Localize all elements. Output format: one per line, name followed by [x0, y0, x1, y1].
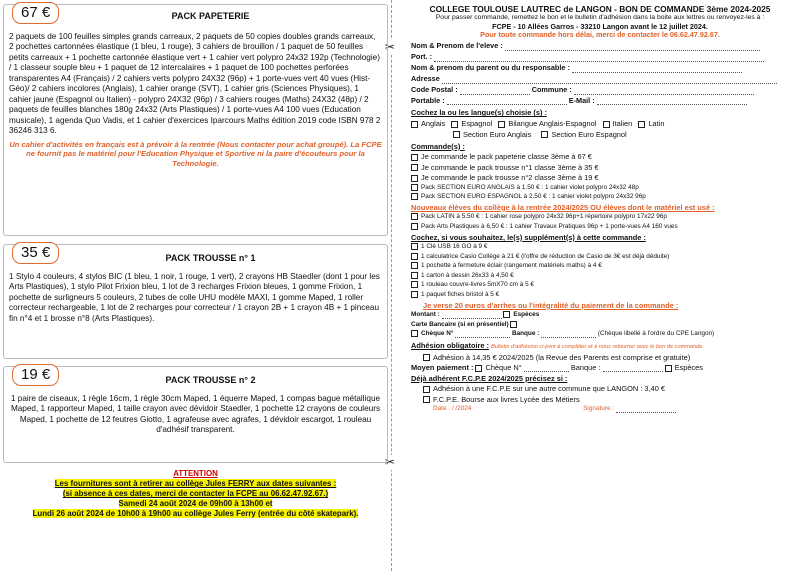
supplement-item: 1 pochette à fermeture éclair (rangement matériels maths) à 4 € — [421, 262, 602, 270]
nom-parent-label: Nom & prenom du parent ou du responsable : — [411, 62, 570, 72]
email-field[interactable] — [597, 104, 747, 105]
langues-title: Cochez la ou les langue(s) choisie (s) : — [411, 108, 547, 118]
checkbox-bourse-livres[interactable] — [423, 396, 430, 403]
price-badge: 35 € — [12, 242, 59, 264]
price-badge: 67 € — [12, 2, 59, 24]
pack-content: 1 paire de ciseaux, 1 règle 16cm, 1 règle 30cm Maped, 1 équerre Maped, 1 compas bague métallique Maped, 1 rapporteur Maped, 1 taille crayon avec dévidoir Staedler, 1 pochette 12 crayons de couleurs Maped, 1 pochette de 12 feutres Giotto, 1 agrafeuse avec agrafes, 1 dévidoir escargot, 1 rouleau d'adhésif transparent. — [10, 393, 381, 435]
supplement-item: 1 calculatrice Casio Collège à 21 € (l'offre de réduction de Casio de 3€ est déjà déduite) — [421, 252, 670, 260]
banque2-label: Banque : — [570, 363, 601, 373]
commande-item: Pack SECTION EURO ANGLAIS à 1.50 € : 1 cahier violet polypro 24x32 48p — [421, 183, 639, 191]
checkbox-carton[interactable] — [411, 272, 418, 279]
banque-label: Banque : — [511, 330, 540, 338]
order-form — [403, 4, 797, 415]
pack-title: PACK TROUSSE n° 2 — [165, 375, 256, 385]
checkbox-adhesion[interactable] — [423, 354, 430, 361]
montant-field[interactable] — [442, 318, 502, 319]
deja-title: Déjà adhérent F.C.P.E 2024/2025 précisez si : — [411, 373, 568, 383]
adresse-label: Adresse — [411, 73, 440, 83]
nom-eleve-field[interactable] — [505, 50, 760, 51]
supplements-title: Cochez, si vous souhaitez, le(s) supplément(s) à cette commande : — [411, 232, 646, 242]
cheque-label: Chèque N° — [421, 330, 454, 338]
attention-line: Samedi 24 août 2024 de 09h00 à 13h00 et — [118, 499, 273, 509]
banque-field[interactable] — [541, 337, 596, 338]
pack-trousse1-box — [3, 244, 388, 359]
checkbox-trousse1[interactable] — [411, 164, 418, 171]
date-field[interactable]: / /2024 — [451, 405, 472, 413]
adresse-field[interactable] — [442, 83, 777, 84]
checkbox-moyen-especes[interactable] — [665, 365, 672, 372]
scissors-icon: ✂ — [385, 455, 396, 469]
pack-papeterie-box — [3, 4, 388, 236]
especes2-label: Espèces — [674, 363, 703, 373]
portable-field[interactable] — [447, 104, 567, 105]
pack-content: 1 Stylo 4 couleurs, 4 stylos BIC (1 bleu, 1 noir, 1 rouge, 1 vert), 2 crayons HB Staedler (dont 1 pour les Arts Plastiques), 1 stylo Pilot Frixion bleu, 1 lot de 3 recharges Frixion bleues, 1 gomme Frixion, 1 pochette de surligneurs 5 couleurs, 2 tubes de colle UHU modèle MAXI, 1 gomme Maped, 1 roller correcteur rechargeable, 1 lot de 2 recharges pour correcteur / 1 crayon 2B + 1 crayon 4B + 1 pinceau fin n°4 et 1 brosse n°8 (Arts Plastiques). — [9, 271, 380, 323]
checkbox-euro-espagnol[interactable] — [541, 131, 548, 138]
commune-field[interactable] — [574, 94, 754, 95]
commande-item: Pack LATIN à 5.50 € : 1 cahier rose polypro 24x32 96p+1 répertoire polypro 17x22 96p — [421, 213, 667, 221]
price-badge: 19 € — [12, 364, 59, 386]
supplement-item: 1 rouleau couvre-livres 5mX70 cm à 5 € — [421, 281, 534, 289]
email-label: E-Mail : — [568, 95, 595, 105]
checkbox-section-espagnol[interactable] — [411, 193, 418, 200]
adhesion-cheque-field[interactable] — [524, 371, 569, 372]
checkbox-italien[interactable] — [603, 121, 610, 128]
signature-field[interactable] — [616, 412, 676, 413]
checkbox-euro-anglais[interactable] — [453, 131, 460, 138]
form-late-note: Pour toute commande hors délai, merci de contacter le 06.62.47.92.67. — [480, 30, 720, 40]
attention-block — [3, 469, 388, 520]
checkbox-trousse2[interactable] — [411, 175, 418, 182]
checkbox-especes[interactable] — [503, 311, 510, 318]
langue-label: Section Euro Anglais — [463, 129, 532, 139]
nouveaux-eleves-title: Nouveaux élèves du collège à la rentrée 2024/2025 OU élèves dont le matériel est usé : — [411, 202, 715, 212]
adhesion-banque-field[interactable] — [603, 371, 663, 372]
checkbox-section-anglais[interactable] — [411, 184, 418, 191]
checkbox-moyen-cheque[interactable] — [475, 365, 482, 372]
langue-label: Anglais — [421, 118, 446, 128]
langue-label: Bilangue Anglais-Espagnol — [508, 118, 597, 128]
pack-content: 2 paquets de 100 feuilles simples grands carreaux, 2 paquets de 50 copies doubles grands carreaux, 2 pochettes cartonnées élastique (1 bleu, 1 rouge), 3 cahiers de brouillon / 1 paquet de 50 feuilles petits carreaux + 1 pochette cartonnée élastique vert + 1 cahier vert polypro 24x32 192p (Technologie) / 1 classeur souple bleu + 1 paquet de 12 intercalaires + 1 paquet de 100 pochettes perforées transparentes A4 (Français) / 2 cahiers verts polypro 24X32 (96p) + 1 porte-vues vert 40 vues (Hist-Géo)/ 2 cahiers incolores (Anglais), 1 cahier orange (SVT), 1 cahier gris (Sciences Physiques), 1 cahier jaune (Espagnol ou Italien) - polypro 24X32 (96p) / 3 cahiers rouges (Maths) 24X32 (48p) / 2 paquets de feuilles blanches 180g 24x32 (Arts Plastiques) / 1 porte-vues A4 100 vues (Education musicale), 1 agenda Quo Vadis, et 1 cahier d'exercices Iparcours Maths édition 2019 code ISBN 978 2 36246 313 6. — [9, 31, 381, 136]
date-label: Date : — [433, 405, 451, 413]
checkbox-bilangue[interactable] — [498, 121, 505, 128]
attention-line: Lundi 26 août 2024 de 10h00 à 19h00 au collège Jules Ferry (entrée du côté skatepark). — [32, 509, 359, 519]
supplement-item: 1 carton à dessin 26x33 à 4,50 € — [421, 271, 514, 279]
form-intro: Pour passer commande, remettez le bon et le bulletin d'adhésion dans la boite aux lettres ou renvoyez-les à : — [435, 14, 765, 22]
adhesion-note: Bulletin d'adhésion ci-joint à compléter et à nous retourner avec le bon de commande. — [491, 344, 704, 351]
portable-label: Portable : — [411, 95, 445, 105]
especes-label: Espèces — [513, 311, 540, 319]
checkbox-rouleau[interactable] — [411, 281, 418, 288]
checkbox-calculatrice[interactable] — [411, 253, 418, 260]
form-address: FCPE - 10 Allées Garros - 33210 Langon avant le 12 juillet 2024. — [492, 21, 708, 31]
cheque-note: (Chèque libellé à l'ordre du CPE Langon) — [597, 330, 715, 338]
checkbox-papeterie[interactable] — [411, 154, 418, 161]
signature-label: Signature : — [583, 405, 615, 413]
cheque-number-field[interactable] — [455, 337, 510, 338]
adhesion-title: Adhésion obligatoire : — [411, 341, 490, 351]
carte-label: Carte Bancaire (si en présentiel) — [411, 320, 509, 328]
commande-item: Je commande le pack trousse n°1 classe 3ème à 35 € — [421, 162, 599, 172]
port-field[interactable] — [434, 61, 764, 62]
checkbox-bristol[interactable] — [411, 291, 418, 298]
commande-item: Pack SECTION EURO ESPAGNOL à 2.50 € : 1 cahier violet polypro 24x32 96p — [421, 193, 646, 201]
checkbox-espagnol[interactable] — [451, 121, 458, 128]
pack-title: PACK TROUSSE n° 1 — [165, 253, 256, 263]
code-postal-field[interactable] — [460, 94, 530, 95]
moyen-label: Moyen paiement : — [411, 363, 474, 373]
langue-label: Espagnol — [461, 118, 493, 128]
checkbox-cle-usb[interactable] — [411, 243, 418, 250]
code-postal-label: Code Postal : — [411, 84, 458, 94]
cheque-no-label: Chèque N° — [485, 363, 522, 373]
attention-line: (si absence à ces dates, merci de contacter la FCPE au 06.62.47.92.67.) — [62, 489, 329, 499]
attention-line: Les fournitures sont à retirer au collège Jules FERRY aux dates suivantes : — [54, 479, 337, 489]
langue-label: Section Euro Espagnol — [551, 129, 627, 139]
deja-item: Adhésion à une F.C.P.E sur une autre commune que LANGON : 3,40 € — [433, 384, 665, 394]
checkbox-latin-pack[interactable] — [411, 213, 418, 220]
pack-note: Un cahier d'activités en français est à prévoir à la rentrée (Nous contacter pour achat groupé). La FCPE ne fournit pas le matériel pour l'Education Physique et Sportive ni la paire d'écouteurs pour la Technologie. — [9, 139, 382, 168]
commande-item: Pack Arts Plastiques à 6,50 € : 1 cahier Travaux Pratiques 96p + 1 porte-vues A4 160 vues — [421, 222, 678, 230]
checkbox-anglais[interactable] — [411, 121, 418, 128]
checkbox-arts-pack[interactable] — [411, 223, 418, 230]
deja-item: F.C.P.E. Bourse aux livres Lycée des Métiers — [433, 394, 580, 404]
supplement-item: 1 Clé USB 16 GO à 9 € — [421, 243, 488, 251]
commande-item: Je commande le pack trousse n°2 classe 3ème à 19 € — [421, 173, 599, 183]
checkbox-pochette[interactable] — [411, 262, 418, 269]
langue-label: Italien — [612, 118, 633, 128]
nom-parent-field[interactable] — [572, 72, 742, 73]
adhesion-label: Adhésion à 14,35 € 2024/2025 (la Revue des Parents est comprise et gratuite) — [433, 352, 691, 362]
form-title: COLLEGE TOULOUSE LAUTREC de LANGON - BON DE COMMANDE 3ème 2024-2025 — [429, 4, 771, 14]
commande-title: Commande(s) : — [411, 141, 465, 151]
checkbox-latin[interactable] — [638, 121, 645, 128]
pack-title: PACK PAPETERIE — [171, 11, 250, 21]
port-label: Port. : — [411, 51, 433, 61]
supplement-item: 1 paquet fiches bristol à 5 € — [421, 290, 500, 298]
cut-line — [391, 0, 392, 571]
checkbox-autre-commune[interactable] — [423, 386, 430, 393]
attention-title: ATTENTION — [173, 469, 218, 478]
commune-label: Commune : — [531, 84, 572, 94]
left-column — [3, 4, 388, 520]
arrhes-title: Je verse 20 euros d'arrhes ou l'intégralité du paiement de la commande : — [423, 300, 679, 310]
nom-eleve-label: Nom & Prenom de l'eleve : — [411, 41, 503, 51]
pack-trousse2-box — [3, 366, 388, 463]
checkbox-cheque[interactable] — [411, 330, 418, 337]
scissors-icon: ✂ — [385, 40, 396, 54]
langue-label: Latin — [648, 118, 665, 128]
checkbox-carte[interactable] — [510, 321, 517, 328]
commande-item: Je commande le pack papeterie classe 3ème à 67 € — [421, 152, 592, 162]
montant-label: Montant : — [411, 311, 440, 319]
